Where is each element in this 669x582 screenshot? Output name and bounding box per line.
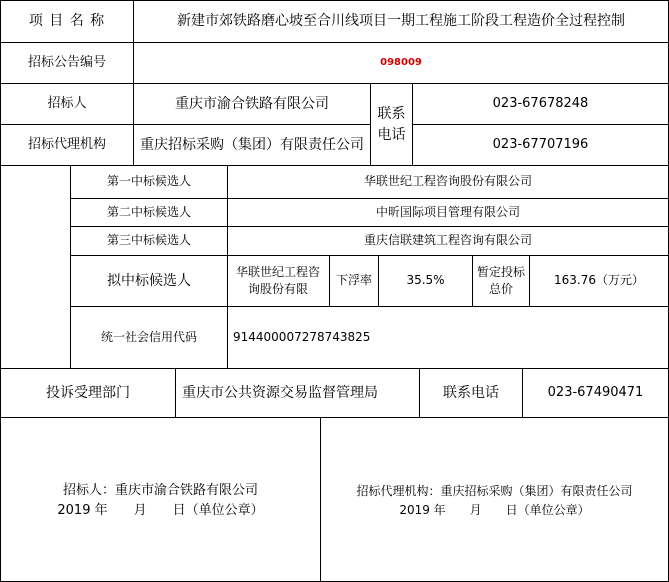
rule (0, 417, 669, 418)
tenderer-signature (1, 481, 320, 521)
project-label: 项 目 名 称 (28, 13, 106, 30)
notice-label: 招标公告编号 (27, 54, 106, 70)
rate-value: 35.5% (406, 273, 445, 288)
complaint-phone: 023-67490471 (547, 384, 644, 400)
signature-line: 招标代理机构：重庆招标采购（集团）有限责任公司 (356, 484, 633, 498)
rate-label: 下浮率 (335, 273, 372, 288)
notice-number: 098009 (380, 56, 422, 68)
tenderer-name: 重庆市渝合铁路有限公司 (175, 95, 329, 112)
total-price-value: 163.76（万元） (554, 273, 644, 288)
complaint-phone-label: 联系电话 (443, 384, 499, 401)
candidate-name: 中昕国际项目管理有限公司 (375, 204, 520, 219)
proposed-name: 华联世纪工程咨询股份有限 (235, 264, 320, 296)
rule (472, 255, 473, 306)
tenderer-label: 招标人 (47, 95, 87, 111)
tenderer-phone: 023-67678248 (492, 95, 589, 111)
credit-code-label: 统一社会信用代码 (100, 329, 197, 344)
project-name: 新建市郊铁路磨心坡至合川线项目一期工程施工阶段工程造价全过程控制 (177, 13, 625, 30)
agency-phone: 023-67707196 (492, 136, 589, 152)
total-price-label: 暂定投标总价 (476, 264, 525, 296)
candidate-label: 第三中标候选人 (106, 233, 191, 248)
agency-label: 招标代理机构 (27, 136, 106, 152)
proposed-label: 拟中标候选人 (107, 272, 191, 289)
agency-signature (321, 482, 668, 519)
complaint-label: 投诉受理部门 (46, 384, 130, 401)
rule (175, 368, 176, 417)
signature-date: 2019 年 月 日（单位公章） (399, 502, 590, 517)
candidate-name: 重庆信联建筑工程咨询有限公司 (363, 233, 532, 248)
contact-phone-label: 联系 电话 (377, 106, 406, 143)
signature-line: 招标人：重庆市渝合铁路有限公司 (62, 483, 258, 498)
candidate-name: 华联世纪工程咨询股份有限公司 (363, 174, 532, 189)
complaint-dept: 重庆市公共资源交易监督管理局 (182, 384, 378, 401)
credit-code-value: 914400007278743825 (233, 329, 371, 344)
agency-name: 重庆招标采购（集团）有限责任公司 (140, 136, 364, 153)
candidate-label: 第一中标候选人 (106, 174, 191, 189)
candidate-label: 第二中标候选人 (106, 204, 191, 219)
signature-date: 2019 年 月 日（单位公章） (57, 503, 264, 519)
